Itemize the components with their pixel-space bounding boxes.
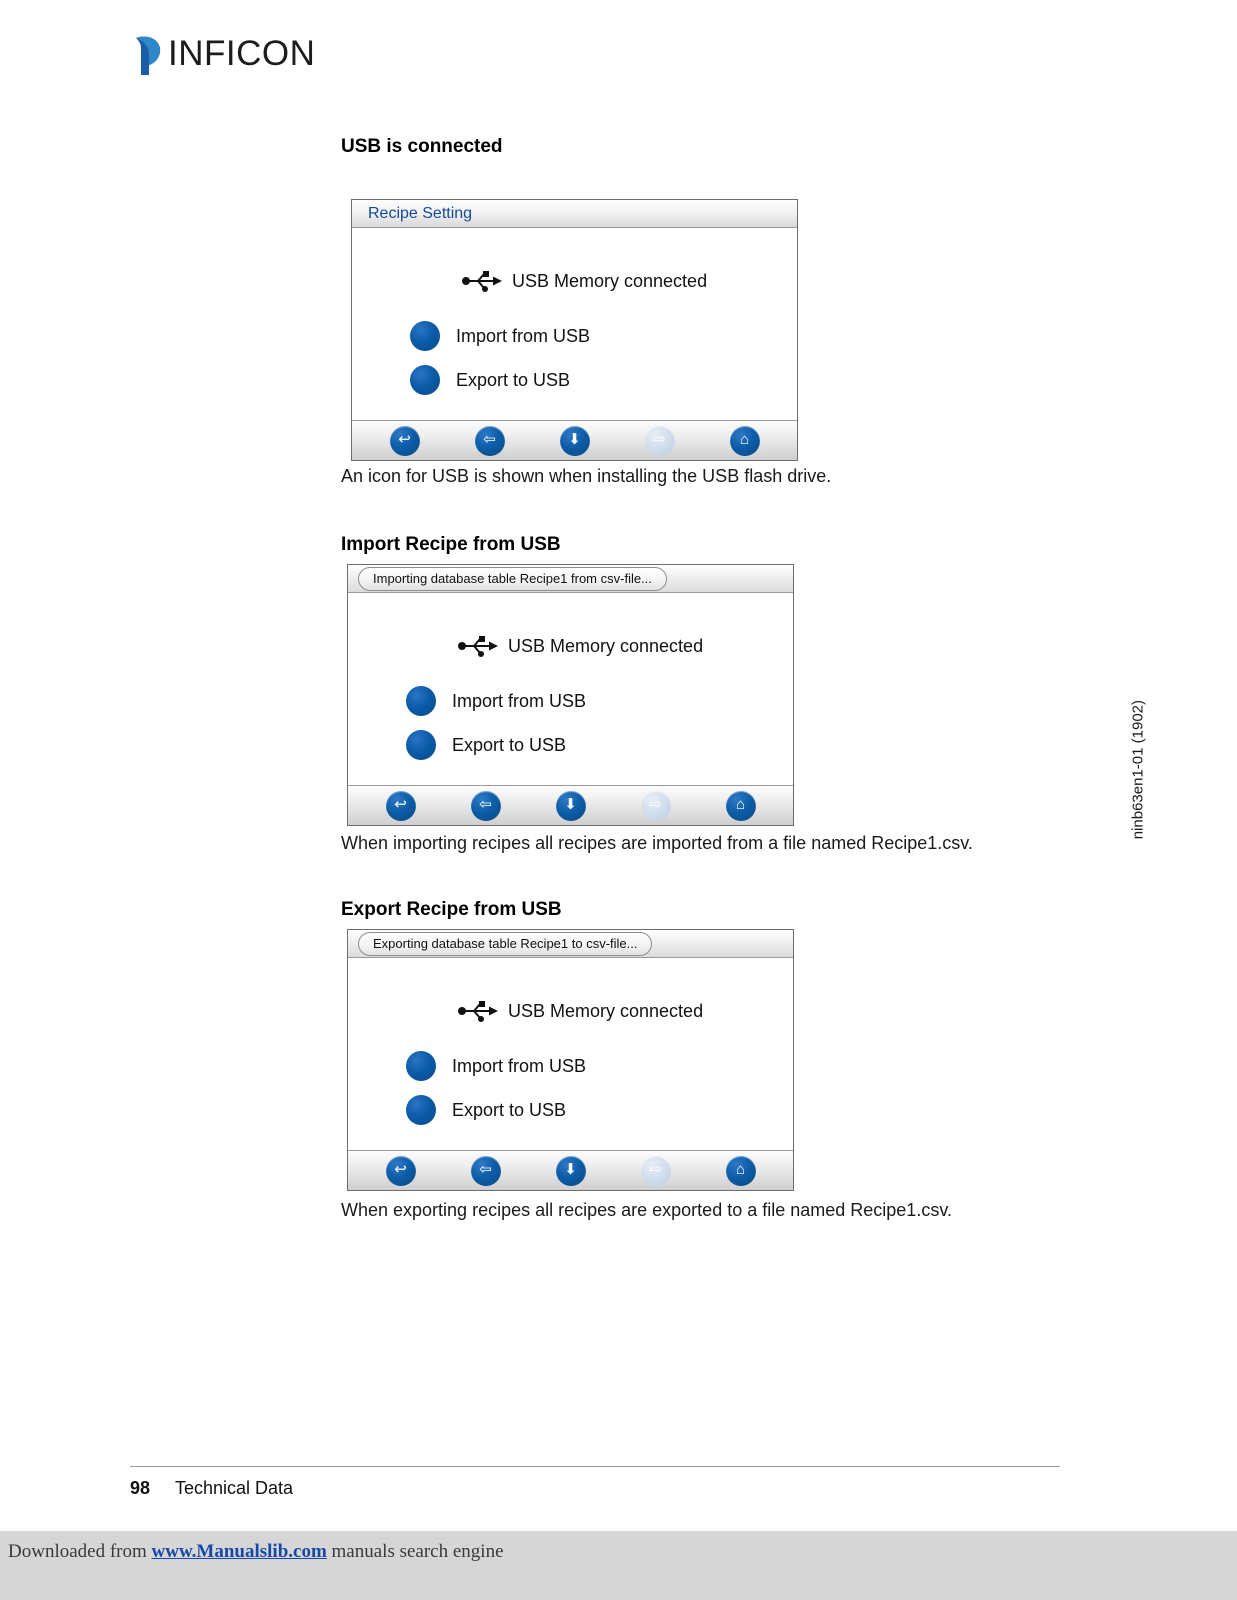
left-arrow-button[interactable] — [471, 1156, 501, 1186]
option-label: Import from USB — [452, 690, 587, 711]
document-code: ninb63en1-01 (1902) — [1129, 700, 1146, 840]
usb-icon — [462, 270, 502, 292]
option-label: Export to USB — [452, 734, 567, 755]
left-arrow-button[interactable] — [475, 426, 505, 456]
device-status-bar — [348, 930, 793, 958]
download-icon: ⬇ — [564, 796, 577, 813]
back-arrow-icon: ↩ — [394, 796, 407, 813]
home-button[interactable] — [726, 1156, 756, 1186]
manualslib-link[interactable]: www.Manualslib.com — [151, 1541, 327, 1562]
back-arrow-icon: ↩ — [394, 1161, 407, 1178]
device-screen-usb-connected — [351, 199, 798, 461]
usb-icon — [458, 1000, 498, 1022]
right-arrow-icon: ⇨ — [649, 796, 662, 813]
page-number: 98 — [130, 1478, 151, 1498]
back-arrow-icon: ↩ — [398, 431, 411, 448]
option-label: Import from USB — [452, 1055, 587, 1076]
device-screen-import-recipe — [347, 564, 794, 826]
back-arrow-button[interactable] — [390, 426, 420, 456]
radio-dot-icon[interactable] — [406, 1051, 436, 1081]
usb-status-row — [458, 1000, 703, 1022]
caption-usb-connected: An icon for USB is shown when installing the USB flash drive. — [341, 466, 832, 486]
radio-dot-icon[interactable] — [406, 730, 436, 760]
download-icon: ⬇ — [564, 1161, 577, 1178]
right-arrow-icon: ⇨ — [649, 1161, 662, 1178]
option-export-to-usb[interactable] — [406, 1095, 566, 1125]
option-import-from-usb[interactable] — [410, 321, 590, 351]
device-screen-export-recipe — [347, 929, 794, 1191]
caption-export-recipe: When exporting recipes all recipes are exported to a file named Recipe1.csv. — [341, 1200, 952, 1220]
radio-dot-icon[interactable] — [406, 686, 436, 716]
section-heading-export-recipe: Export Recipe from USB — [341, 899, 562, 920]
back-arrow-button[interactable] — [386, 791, 416, 821]
right-arrow-button — [641, 1156, 671, 1186]
radio-dot-icon[interactable] — [410, 365, 440, 395]
inficon-logo — [130, 32, 315, 76]
radio-dot-icon[interactable] — [410, 321, 440, 351]
inficon-wordmark: INFICON — [168, 34, 316, 73]
device-body — [348, 593, 793, 785]
home-icon: ⌂ — [735, 1161, 746, 1178]
device-status-bar — [348, 565, 793, 593]
usb-icon — [458, 635, 498, 657]
right-arrow-button — [645, 426, 675, 456]
home-button[interactable] — [726, 791, 756, 821]
option-export-to-usb[interactable] — [410, 365, 570, 395]
right-arrow-icon: ⇨ — [653, 431, 666, 448]
home-icon: ⌂ — [739, 431, 750, 448]
usb-status-label: USB Memory connected — [508, 1000, 704, 1021]
right-arrow-button — [641, 791, 671, 821]
radio-dot-icon[interactable] — [406, 1095, 436, 1125]
section-heading-usb-connected: USB is connected — [341, 136, 503, 157]
left-arrow-button[interactable] — [471, 791, 501, 821]
left-arrow-icon: ⇦ — [483, 431, 496, 448]
device-body — [348, 958, 793, 1150]
download-banner-text — [8, 1541, 504, 1563]
option-export-to-usb[interactable] — [406, 730, 566, 760]
download-suffix: manuals search engine — [326, 1541, 504, 1562]
option-import-from-usb[interactable] — [406, 1051, 586, 1081]
status-message: Exporting database table Recipe1 to csv-file... — [358, 932, 652, 956]
save-download-button[interactable] — [556, 1156, 586, 1186]
download-prefix: Downloaded from — [8, 1541, 152, 1562]
usb-status-label: USB Memory connected — [508, 635, 704, 656]
download-icon: ⬇ — [568, 431, 581, 448]
save-download-button[interactable] — [556, 791, 586, 821]
left-arrow-icon: ⇦ — [479, 796, 492, 813]
back-arrow-button[interactable] — [386, 1156, 416, 1186]
option-label: Import from USB — [456, 325, 591, 346]
usb-status-row — [462, 270, 707, 292]
device-nav-bar — [348, 785, 793, 825]
home-button[interactable] — [730, 426, 760, 456]
left-arrow-icon: ⇦ — [479, 1161, 492, 1178]
option-label: Export to USB — [456, 369, 571, 390]
caption-import-recipe: When importing recipes all recipes are imported from a file named Recipe1.csv. — [341, 833, 973, 853]
device-title-bar — [352, 200, 797, 228]
option-import-from-usb[interactable] — [406, 686, 586, 716]
option-label: Export to USB — [452, 1099, 567, 1120]
footer-divider — [130, 1466, 1060, 1467]
section-heading-import-recipe: Import Recipe from USB — [341, 534, 561, 555]
status-message: Importing database table Recipe1 from csv-file... — [358, 567, 667, 591]
device-nav-bar — [348, 1150, 793, 1190]
device-title: Recipe Setting — [368, 204, 473, 222]
usb-status-label: USB Memory connected — [512, 270, 708, 291]
home-icon: ⌂ — [735, 796, 746, 813]
device-nav-bar — [352, 420, 797, 460]
device-body — [352, 228, 797, 420]
chapter-name: Technical Data — [175, 1478, 294, 1498]
save-download-button[interactable] — [560, 426, 590, 456]
inficon-swoosh-icon — [130, 32, 164, 76]
usb-status-row — [458, 635, 703, 657]
